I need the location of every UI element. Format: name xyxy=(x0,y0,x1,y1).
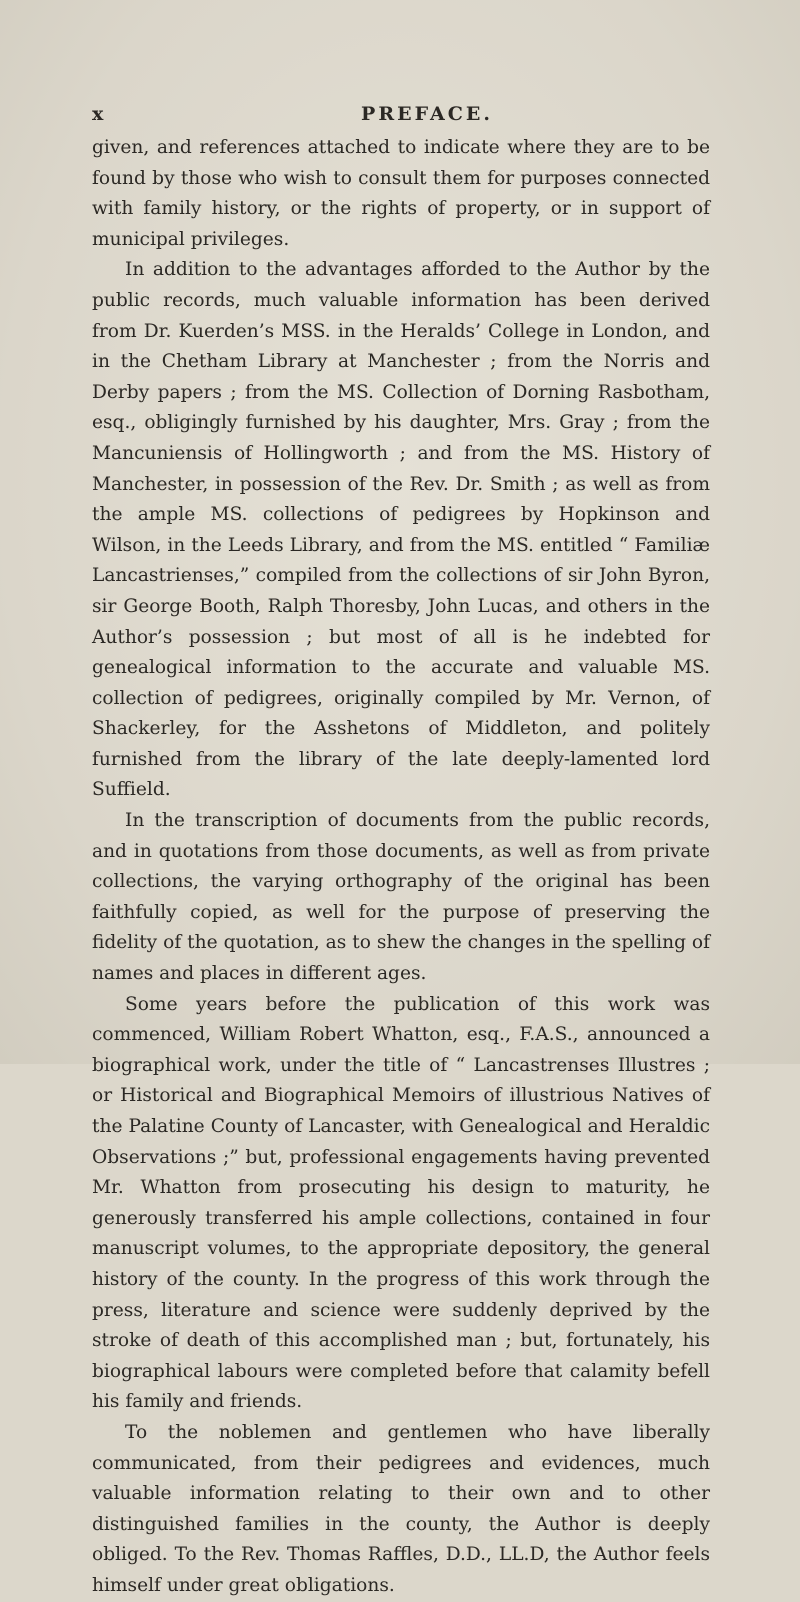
paragraph-transcription: In the transcription of documents from the public records, and in quotations from those documents, as well as from private collections, the varying orthography of the original has been faithfully copied, as well for the purpose of preserving the fidelity of the quotation, as to shew the changes in the spelling of names and places in different ages. xyxy=(92,810,710,985)
page-header xyxy=(92,103,722,133)
page-number: x xyxy=(92,103,104,125)
paragraph-sources: In addition to the advantages afforded to the Author by the public records, much valuable information has been derived from Dr. Kuerden’s MSS. in the Heralds’ College in London, and in the Chetham Library at Manchester ; from the Norris and Derby papers ; from the MS. Collection of Dorning Rasbotham, esq., obligingly furnished by his daughter, Mrs. Gray ; from the Mancuniensis of Hollingworth ; and from the MS. History of Manchester, in possession of the Rev. Dr. Smith ; as well as from the ample MS. collections of pedigrees by Hopkinson and Wilson, in the Leeds Library, and from the MS. entitled “ Familiæ Lancastrienses,” compiled from the collections of sir John Byron, sir George Booth, Ralph Thoresby, John Lucas, and others in the Author’s possession ; but most of all is he indebted for genealogical information to the accurate and valuable MS. collection of pedigrees, originally compiled by Mr. Vernon, of Shackerley, for the Asshetons of Middleton, and politely furnished from the library of the late deeply-lamented lord Suffield. xyxy=(92,259,710,801)
paragraph-continued: given, and references attached to indicate where they are to be found by those who wish to consult them for purposes connected with family history, or the rights of property, or in support of municipal privileges. xyxy=(92,137,710,250)
body-text xyxy=(92,133,710,1602)
paragraph-acknowledgements: To the noblemen and gentlemen who have liberally communicated, from their pedigrees and evidences, much valuable information relating to their own and to other distinguished families in the county, the Author is deeply obliged. To the Rev. Thomas Raffles, D.D., LL.D, the Author feels himself under great obligations. xyxy=(92,1421,710,1596)
running-head: PREFACE. xyxy=(361,103,493,125)
paragraph-whatton: Some years before the publication of this work was commenced, William Robert Whatton, esq., F.A.S., announced a biographical work, under the title of “ Lancastrenses Illustres ; or Historical and Biographical Memoirs of illustrious Natives of the Palatine County of Lancaster, with Genealogical and Heraldic Observations ;” but, professional engagements having prevented Mr. Whatton from prosecuting his design to maturity, he generously transferred his ample collections, contained in four manuscript volumes, to the appropriate depository, the general history of the county. In the progress of this work through the press, literature and science were suddenly deprived by the stroke of death of this accomplished man ; but, fortunately, his biographical labours were completed before that calamity befell his family and friends. xyxy=(92,993,710,1413)
